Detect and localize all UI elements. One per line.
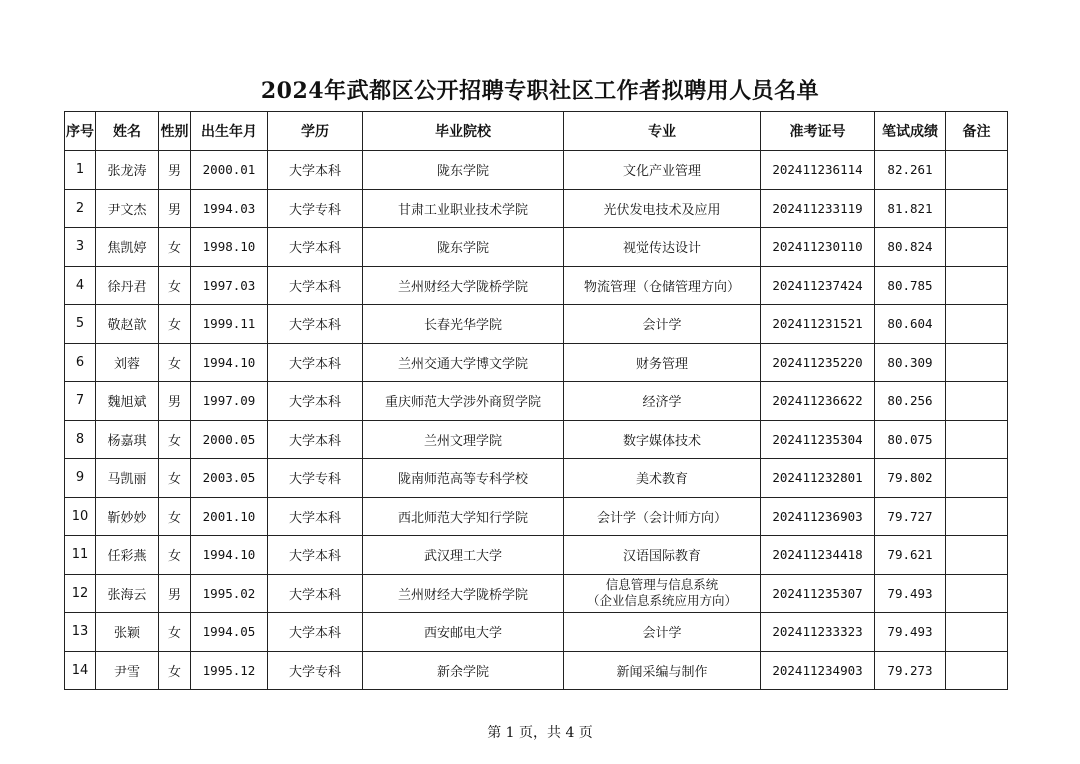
cell-score: 80.824: [875, 228, 946, 267]
header-school: 毕业院校: [363, 112, 564, 151]
cell-education: 大学本科: [268, 497, 363, 536]
header-name: 姓名: [96, 112, 159, 151]
cell-birth: 1994.05: [191, 613, 268, 652]
header-no: 序号: [65, 112, 96, 151]
cell-exam-id: 202411236622: [761, 382, 875, 421]
cell-name: 焦凯婷: [96, 228, 159, 267]
cell-school: 甘肃工业职业技术学院: [363, 189, 564, 228]
cell-gender: 女: [159, 536, 191, 575]
cell-major: 会计学（会计师方向）: [564, 497, 761, 536]
cell-no: 1: [65, 151, 96, 190]
cell-school: 重庆师范大学涉外商贸学院: [363, 382, 564, 421]
cell-note: [946, 305, 1008, 344]
cell-gender: 女: [159, 228, 191, 267]
cell-education: 大学本科: [268, 382, 363, 421]
cell-education: 大学本科: [268, 343, 363, 382]
cell-note: [946, 266, 1008, 305]
cell-note: [946, 536, 1008, 575]
cell-no: 2: [65, 189, 96, 228]
table-row: [65, 189, 1008, 228]
table-header-row: [65, 112, 1008, 151]
cell-school: 陇东学院: [363, 228, 564, 267]
cell-education: 大学本科: [268, 613, 363, 652]
cell-note: [946, 420, 1008, 459]
table-row: [65, 151, 1008, 190]
table-row: [65, 266, 1008, 305]
cell-education: 大学本科: [268, 228, 363, 267]
header-note: 备注: [946, 112, 1008, 151]
cell-school: 西安邮电大学: [363, 613, 564, 652]
cell-score: 80.785: [875, 266, 946, 305]
cell-major: 经济学: [564, 382, 761, 421]
cell-major: [564, 574, 761, 613]
cell-major: 物流管理（仓储管理方向）: [564, 266, 761, 305]
cell-education: 大学本科: [268, 574, 363, 613]
cell-gender: 女: [159, 651, 191, 690]
cell-exam-id: 202411236114: [761, 151, 875, 190]
cell-birth: 2003.05: [191, 459, 268, 498]
cell-education: 大学专科: [268, 651, 363, 690]
cell-school: 陇南师范高等专科学校: [363, 459, 564, 498]
cell-score: 79.493: [875, 574, 946, 613]
cell-note: [946, 189, 1008, 228]
cell-exam-id: 202411233119: [761, 189, 875, 228]
cell-note: [946, 382, 1008, 421]
header-gender: 性别: [159, 112, 191, 151]
cell-school: 长春光华学院: [363, 305, 564, 344]
cell-name: 张龙涛: [96, 151, 159, 190]
cell-name: 敬赵歆: [96, 305, 159, 344]
cell-no: 5: [65, 305, 96, 344]
cell-exam-id: 202411237424: [761, 266, 875, 305]
cell-no: 9: [65, 459, 96, 498]
cell-birth: 1994.10: [191, 536, 268, 575]
header-score: 笔试成绩: [875, 112, 946, 151]
cell-no: 10: [65, 497, 96, 536]
table-row: [65, 343, 1008, 382]
table-row: [65, 497, 1008, 536]
cell-birth: 1994.03: [191, 189, 268, 228]
page-footer: 第 1 页，共 4 页: [487, 725, 593, 741]
cell-gender: 女: [159, 459, 191, 498]
cell-name: 尹雪: [96, 651, 159, 690]
table-row: [65, 228, 1008, 267]
cell-birth: 2001.10: [191, 497, 268, 536]
cell-birth: 1997.09: [191, 382, 268, 421]
cell-no: 6: [65, 343, 96, 382]
table-row: [65, 574, 1008, 613]
candidate-table: [64, 111, 1008, 690]
cell-name: 尹文杰: [96, 189, 159, 228]
cell-note: [946, 459, 1008, 498]
cell-score: 79.273: [875, 651, 946, 690]
cell-exam-id: 202411232801: [761, 459, 875, 498]
cell-exam-id: 202411236903: [761, 497, 875, 536]
cell-note: [946, 497, 1008, 536]
cell-no: 11: [65, 536, 96, 575]
cell-no: 4: [65, 266, 96, 305]
cell-major: 美术教育: [564, 459, 761, 498]
cell-gender: 女: [159, 305, 191, 344]
cell-score: 79.802: [875, 459, 946, 498]
cell-note: [946, 228, 1008, 267]
cell-education: 大学专科: [268, 189, 363, 228]
cell-exam-id: 202411235304: [761, 420, 875, 459]
cell-name: 张颖: [96, 613, 159, 652]
cell-gender: 女: [159, 266, 191, 305]
table-row: [65, 382, 1008, 421]
cell-education: 大学本科: [268, 266, 363, 305]
header-birth: 出生年月: [191, 112, 268, 151]
cell-birth: 1997.03: [191, 266, 268, 305]
cell-score: 81.821: [875, 189, 946, 228]
cell-major: 新闻采编与制作: [564, 651, 761, 690]
cell-score: 80.075: [875, 420, 946, 459]
cell-score: 80.309: [875, 343, 946, 382]
cell-score: 79.621: [875, 536, 946, 575]
table-row: [65, 613, 1008, 652]
cell-school: 兰州交通大学博文学院: [363, 343, 564, 382]
cell-score: 79.493: [875, 613, 946, 652]
cell-exam-id: 202411234903: [761, 651, 875, 690]
cell-school: 陇东学院: [363, 151, 564, 190]
table-row: [65, 305, 1008, 344]
cell-exam-id: 202411230110: [761, 228, 875, 267]
cell-school: 兰州文理学院: [363, 420, 564, 459]
cell-school: 兰州财经大学陇桥学院: [363, 266, 564, 305]
cell-name: 靳妙妙: [96, 497, 159, 536]
cell-major-line1: 信息管理与信息系统: [605, 577, 719, 593]
cell-education: 大学专科: [268, 459, 363, 498]
header-education: 学历: [268, 112, 363, 151]
cell-note: [946, 151, 1008, 190]
cell-birth: 1999.11: [191, 305, 268, 344]
cell-exam-id: 202411234418: [761, 536, 875, 575]
cell-gender: 女: [159, 613, 191, 652]
cell-major: 数字媒体技术: [564, 420, 761, 459]
table-row: [65, 459, 1008, 498]
cell-name: 马凯丽: [96, 459, 159, 498]
cell-exam-id: 202411233323: [761, 613, 875, 652]
cell-education: 大学本科: [268, 305, 363, 344]
cell-name: 杨嘉琪: [96, 420, 159, 459]
cell-note: [946, 343, 1008, 382]
cell-exam-id: 202411235220: [761, 343, 875, 382]
cell-birth: 2000.01: [191, 151, 268, 190]
cell-major: 视觉传达设计: [564, 228, 761, 267]
cell-name: 徐丹君: [96, 266, 159, 305]
cell-birth: 1995.12: [191, 651, 268, 690]
cell-gender: 男: [159, 574, 191, 613]
table-row: [65, 420, 1008, 459]
cell-birth: 1995.02: [191, 574, 268, 613]
cell-score: 80.256: [875, 382, 946, 421]
cell-note: [946, 613, 1008, 652]
cell-school: 武汉理工大学: [363, 536, 564, 575]
cell-school: 西北师范大学知行学院: [363, 497, 564, 536]
cell-name: 魏旭斌: [96, 382, 159, 421]
cell-name: 张海云: [96, 574, 159, 613]
cell-no: 13: [65, 613, 96, 652]
cell-score: 82.261: [875, 151, 946, 190]
cell-education: 大学本科: [268, 536, 363, 575]
cell-gender: 女: [159, 497, 191, 536]
header-major: 专业: [564, 112, 761, 151]
cell-birth: 2000.05: [191, 420, 268, 459]
cell-major: 会计学: [564, 613, 761, 652]
document-title: 2024年武都区公开招聘专职社区工作者拟聘用人员名单: [260, 78, 820, 104]
table-row: [65, 651, 1008, 690]
cell-major: 汉语国际教育: [564, 536, 761, 575]
cell-gender: 男: [159, 189, 191, 228]
cell-major: 光伏发电技术及应用: [564, 189, 761, 228]
cell-gender: 男: [159, 151, 191, 190]
cell-major: 财务管理: [564, 343, 761, 382]
cell-school: 兰州财经大学陇桥学院: [363, 574, 564, 613]
cell-no: 8: [65, 420, 96, 459]
cell-birth: 1998.10: [191, 228, 268, 267]
cell-education: 大学本科: [268, 420, 363, 459]
cell-gender: 男: [159, 382, 191, 421]
cell-name: 刘蓉: [96, 343, 159, 382]
cell-birth: 1994.10: [191, 343, 268, 382]
cell-score: 79.727: [875, 497, 946, 536]
cell-exam-id: 202411231521: [761, 305, 875, 344]
cell-major-line2: （企业信息系统应用方向）: [586, 593, 737, 609]
cell-major: 文化产业管理: [564, 151, 761, 190]
header-exam-id: 准考证号: [761, 112, 875, 151]
cell-no: 12: [65, 574, 96, 613]
cell-school: 新余学院: [363, 651, 564, 690]
cell-score: 80.604: [875, 305, 946, 344]
cell-name: 任彩燕: [96, 536, 159, 575]
cell-note: [946, 651, 1008, 690]
cell-gender: 女: [159, 420, 191, 459]
cell-no: 14: [65, 651, 96, 690]
cell-no: 3: [65, 228, 96, 267]
cell-note: [946, 574, 1008, 613]
cell-no: 7: [65, 382, 96, 421]
cell-major: 会计学: [564, 305, 761, 344]
cell-education: 大学本科: [268, 151, 363, 190]
table-row: [65, 536, 1008, 575]
cell-gender: 女: [159, 343, 191, 382]
cell-exam-id: 202411235307: [761, 574, 875, 613]
